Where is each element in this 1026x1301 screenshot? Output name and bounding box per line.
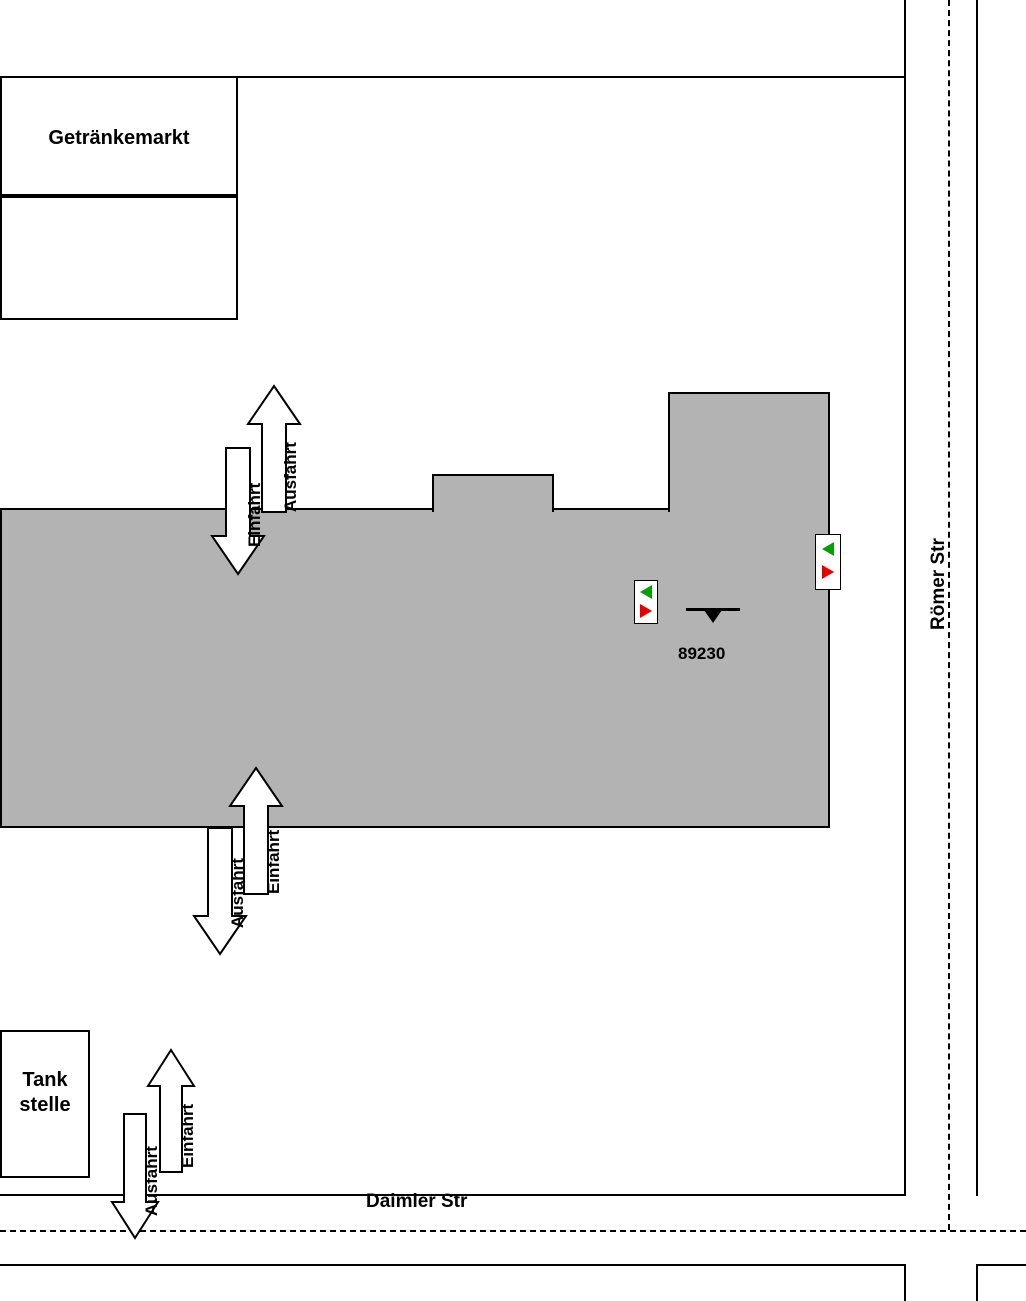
signal-outer-green-icon [822, 542, 834, 556]
signal-inner[interactable] [634, 580, 658, 624]
roemer-str-east-edge [976, 0, 978, 1196]
daimler-str-south-edge-east [976, 1264, 1026, 1266]
signal-outer[interactable] [815, 534, 841, 590]
signal-inner-green-icon [640, 585, 652, 599]
arrow-ausfahrt-bottom-label: Ausfahrt [142, 1146, 161, 1216]
building-main-hall-north-wing [668, 392, 830, 512]
building-getraenkemarkt-label: Getränkemarkt [48, 127, 190, 149]
hall-seam-mask-north-wing [670, 506, 828, 512]
gate-arrow-icon [704, 610, 722, 623]
hall-seam-mask-center [434, 506, 552, 512]
building-main-hall [0, 508, 830, 828]
building-tankstelle [0, 1030, 90, 1178]
signal-outer-red-icon [822, 565, 834, 579]
roemer-str-east-edge-south [976, 1264, 978, 1301]
building-tankstelle-label-line1: Tank [22, 1069, 68, 1091]
arrow-ausfahrt-mid-label: Ausfahrt [228, 858, 247, 928]
arrow-einfahrt-top-label: Einfahrt [245, 482, 264, 547]
building-getraenkemarkt-annex [0, 196, 238, 320]
roemer-str-west-edge-south [904, 1264, 906, 1301]
building-tankstelle-label-line2: stelle [19, 1094, 71, 1116]
signal-inner-red-icon [640, 604, 652, 618]
building-getraenkemarkt [0, 76, 238, 196]
arrow-einfahrt-bottom-label: Einfahrt [178, 1103, 197, 1168]
daimler-str-south-edge [0, 1264, 906, 1266]
gate-code-label: 89230 [678, 644, 726, 663]
street-label-roemer-str: Römer Str [928, 538, 949, 630]
arrow-ausfahrt-top-label: Ausfahrt [281, 442, 300, 512]
street-label-daimler-str: Daimler Str [366, 1191, 468, 1212]
roemer-str-west-edge [904, 0, 906, 1196]
arrow-einfahrt-mid-label: Einfahrt [264, 829, 283, 894]
